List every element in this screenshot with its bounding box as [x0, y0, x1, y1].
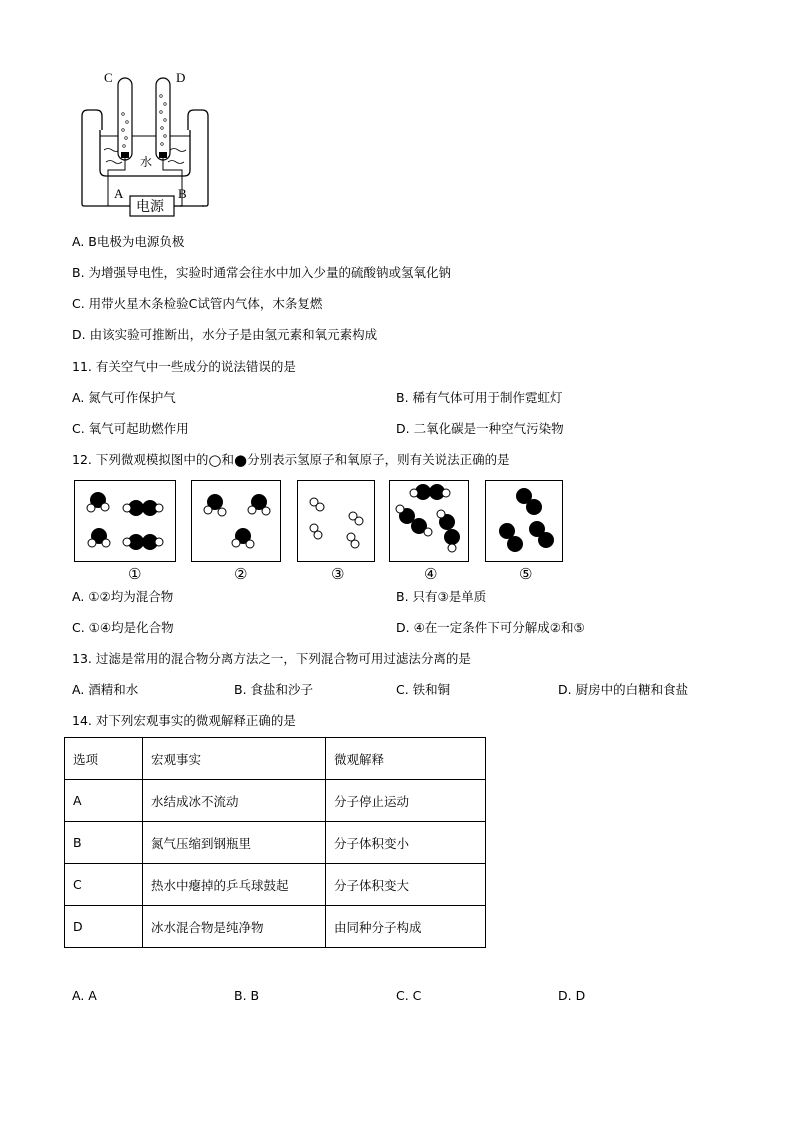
q11-option-b: B. 稀有气体可用于制作霓虹灯: [396, 390, 563, 405]
electrode-b: [159, 152, 167, 158]
molecule-box-3: [297, 480, 375, 562]
q10-option-a: A. B电极为电源负极: [72, 234, 185, 249]
q11-stem: 11. 有关空气中一些成分的说法错误的是: [72, 359, 296, 374]
table-cell: 热水中瘪掉的乒乓球鼓起: [143, 864, 326, 906]
q14-option-b: B. B: [234, 988, 260, 1003]
power-label: 电源: [136, 199, 164, 215]
table-cell: 由同种分子构成: [326, 906, 486, 948]
q10-option-c: C. 用带火星木条检验C试管内气体，木条复燃: [72, 296, 323, 311]
table-row: [65, 822, 486, 864]
water-label: 水: [140, 155, 153, 169]
table-row: [65, 780, 486, 822]
white-atom-symbol: ○: [208, 451, 222, 469]
molecule-box-2: [191, 480, 281, 562]
q14-option-c: C. C: [396, 988, 422, 1003]
tube-c: [118, 78, 132, 160]
q14-stem: 14. 对下列宏观事实的微观解释正确的是: [72, 713, 296, 728]
q10-option-b: B. 为增强导电性，实验时通常会往水中加入少量的硫酸钠或氢氧化钠: [72, 265, 452, 280]
q11-option-c: C. 氧气可起助燃作用: [72, 421, 189, 436]
electrode-a-label: A: [114, 186, 124, 201]
q14-table: [64, 737, 486, 948]
molecule-box-1: [74, 480, 176, 562]
electrode-a: [121, 152, 129, 158]
table-header-row: [65, 738, 486, 780]
q13-option-b: B. 食盐和沙子: [234, 682, 314, 697]
table-cell: 分子体积变小: [326, 822, 486, 864]
q13-option-c: C. 铁和铜: [396, 682, 451, 697]
table-cell: D: [65, 906, 143, 948]
q12-stem-post: 分别表示氢原子和氧原子，则有关说法正确的是: [247, 452, 510, 467]
q13-stem: 13. 过滤是常用的混合物分离方法之一，下列混合物可用过滤法分离的是: [72, 651, 471, 666]
black-atom-symbol: ●: [233, 451, 248, 469]
q10-option-d: D. 由该实验可推断出，水分子是由氢元素和氧元素构成: [72, 327, 378, 342]
molecule-box-5: [485, 480, 563, 562]
tube-c-label: C: [104, 70, 113, 85]
electrode-b-label: B: [178, 186, 187, 201]
beaker: [100, 130, 190, 176]
table-cell: 氮气压缩到钢瓶里: [143, 822, 326, 864]
q12-option-b: B. 只有③是单质: [396, 589, 487, 604]
q11-option-d: D. 二氧化碳是一种空气污染物: [396, 421, 564, 436]
tube-d: [156, 78, 170, 160]
molecule-box-4: [389, 480, 469, 562]
table-row: [65, 906, 486, 948]
box-label-3: ③: [331, 565, 345, 583]
q12-option-c: C. ①④均是化合物: [72, 620, 174, 635]
box-label-4: ④: [424, 565, 438, 583]
box-label-1: ①: [128, 565, 142, 583]
table-cell: 分子停止运动: [326, 780, 486, 822]
q13-option-d: D. 厨房中的白糖和食盐: [558, 682, 689, 697]
table-cell: 冰水混合物是纯净物: [143, 906, 326, 948]
box-label-2: ②: [234, 565, 248, 583]
q12-option-d: D. ④在一定条件下可分解成②和⑤: [396, 620, 585, 635]
q13-option-a: A. 酒精和水: [72, 682, 139, 697]
q12-stem-pre: 12. 下列微观模拟图中的: [72, 452, 209, 467]
table-cell: 水结成冰不流动: [143, 780, 326, 822]
table-cell: 分子体积变大: [326, 864, 486, 906]
header-micro-explanation: 微观解释: [326, 738, 486, 780]
q12-option-a: A. ①②均为混合物: [72, 589, 174, 604]
q11-option-a: A. 氮气可作保护气: [72, 390, 176, 405]
table-cell: C: [65, 864, 143, 906]
box-label-5: ⑤: [519, 565, 533, 583]
table-cell: A: [65, 780, 143, 822]
tube-d-label: D: [176, 70, 186, 85]
q12-stem: [72, 452, 510, 468]
header-option: 选项: [65, 738, 143, 780]
q14-option-d: D. D: [558, 988, 586, 1003]
q14-option-a: A. A: [72, 988, 97, 1003]
table-cell: B: [65, 822, 143, 864]
table-row: [65, 864, 486, 906]
q12-stem-mid: 和: [221, 452, 234, 467]
electrolysis-apparatus-figure: [80, 66, 220, 218]
wire-frame: [82, 110, 102, 206]
header-macro-fact: 宏观事实: [143, 738, 326, 780]
